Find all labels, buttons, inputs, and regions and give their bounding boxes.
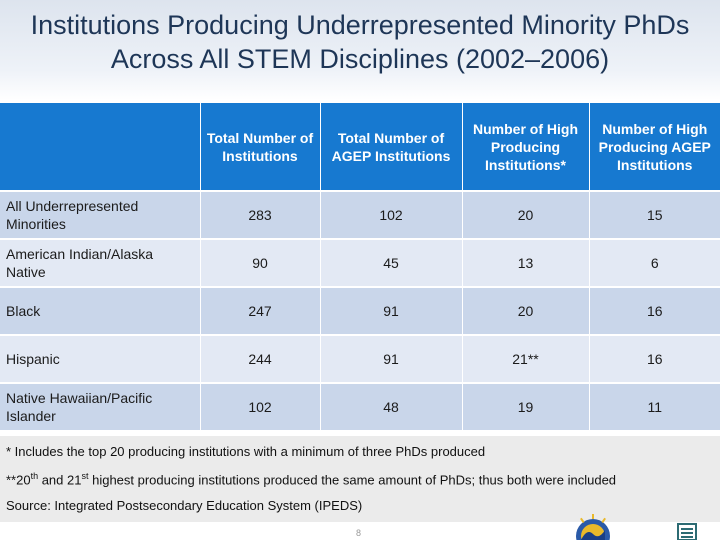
footnote-double-asterisk bbox=[6, 471, 616, 487]
institutions-table bbox=[0, 103, 720, 430]
slide-title-line-2: Across All STEM Disciplines (2002–2006) bbox=[110, 44, 610, 74]
source-note: Source: Integrated Postsecondary Education System (IPEDS) bbox=[6, 498, 363, 513]
table-cell: 20 bbox=[462, 191, 589, 239]
footnote-single-asterisk: * Includes the top 20 producing institutions with a minimum of three PhDs produced bbox=[6, 444, 486, 459]
table-row bbox=[0, 191, 720, 239]
row-label: Native Hawaiian/Pacific Islander bbox=[0, 383, 200, 430]
table-cell: 19 bbox=[462, 383, 589, 430]
table-cell: 91 bbox=[320, 335, 462, 383]
row-label: Black bbox=[0, 287, 200, 335]
superscript: st bbox=[81, 471, 89, 481]
row-label: All Underrepresented Minorities bbox=[0, 191, 200, 239]
header-cell-corner bbox=[0, 103, 200, 191]
footnotes-panel bbox=[0, 436, 720, 522]
table-row bbox=[0, 383, 720, 430]
header-total-institutions: Total Number of Institutions bbox=[200, 103, 320, 191]
table-row bbox=[0, 287, 720, 335]
table-cell: 45 bbox=[320, 239, 462, 287]
page-number: 8 bbox=[356, 528, 362, 538]
table-row bbox=[0, 335, 720, 383]
table-cell: 11 bbox=[589, 383, 720, 430]
table-cell: 247 bbox=[200, 287, 320, 335]
table-cell: 102 bbox=[200, 383, 320, 430]
table-cell: 283 bbox=[200, 191, 320, 239]
table-header-row bbox=[0, 103, 720, 191]
table-cell: 91 bbox=[320, 287, 462, 335]
table-cell: 15 bbox=[589, 191, 720, 239]
row-label: Hispanic bbox=[0, 335, 200, 383]
header-total-agep-institutions: Total Number of AGEP Institutions bbox=[320, 103, 462, 191]
table-row bbox=[0, 239, 720, 287]
table-cell: 6 bbox=[589, 239, 720, 287]
table-cell: 90 bbox=[200, 239, 320, 287]
row-label: American Indian/Alaska Native bbox=[0, 239, 200, 287]
table-cell: 16 bbox=[589, 335, 720, 383]
superscript: th bbox=[30, 471, 39, 481]
header-high-producing-institutions: Number of High Producing Institutions* bbox=[462, 103, 589, 191]
footnote-text: and 21 bbox=[38, 472, 82, 488]
slide-title bbox=[0, 8, 720, 76]
document-logo-icon bbox=[676, 522, 698, 540]
table-cell: 13 bbox=[462, 239, 589, 287]
table-cell: 21** bbox=[462, 335, 589, 383]
table-cell: 16 bbox=[589, 287, 720, 335]
header-high-producing-agep-institutions: Number of High Producing AGEP Institutions bbox=[589, 103, 720, 191]
nsf-logo-icon bbox=[573, 514, 613, 540]
slide-title-line-1: Institutions Producing Underrepresented Minority PhDs bbox=[30, 10, 690, 40]
footnote-text: highest producing institutions produced the same amount of PhDs; thus both were included bbox=[88, 472, 617, 488]
footnote-text: **20 bbox=[6, 472, 31, 488]
table-cell: 102 bbox=[320, 191, 462, 239]
table-cell: 20 bbox=[462, 287, 589, 335]
table-cell: 244 bbox=[200, 335, 320, 383]
table-cell: 48 bbox=[320, 383, 462, 430]
